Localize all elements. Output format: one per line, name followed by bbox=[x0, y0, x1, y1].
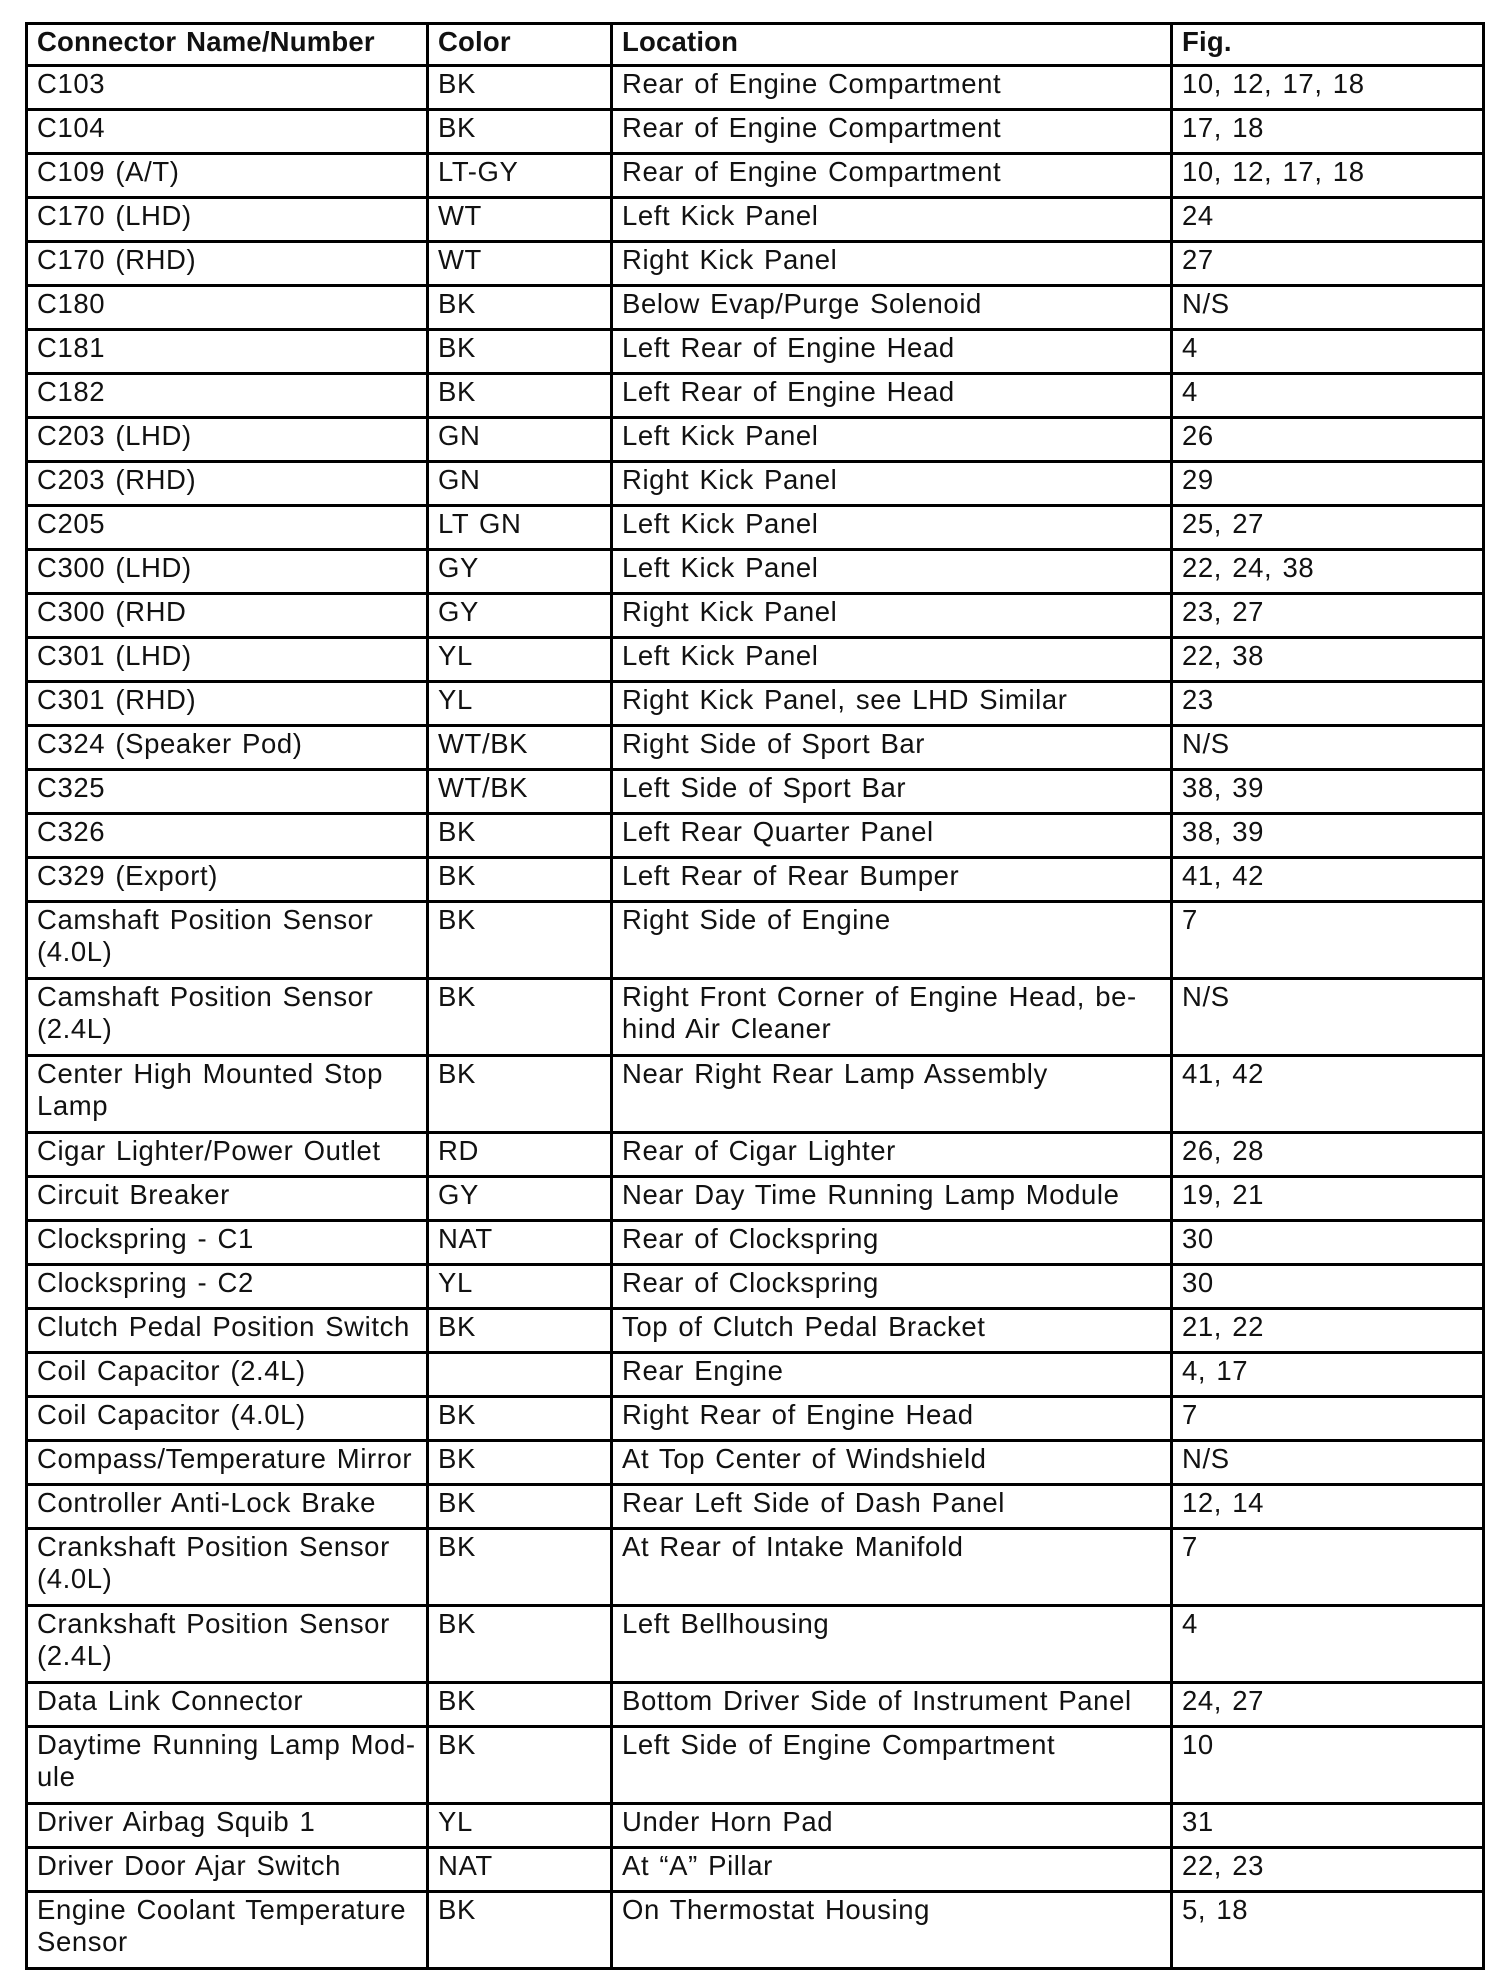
fig-cell: 26, 28 bbox=[1172, 1133, 1484, 1177]
location-cell: Left Rear of Engine Head bbox=[612, 330, 1172, 374]
location-cell: Top of Clutch Pedal Bracket bbox=[612, 1309, 1172, 1353]
fig-cell: N/S bbox=[1172, 979, 1484, 1056]
header-location: Location bbox=[612, 24, 1172, 66]
fig-cell: 29 bbox=[1172, 462, 1484, 506]
color-cell: BK bbox=[428, 110, 612, 154]
connector-name-cell: C203 (RHD) bbox=[27, 462, 428, 506]
color-cell: BK bbox=[428, 66, 612, 110]
fig-cell: N/S bbox=[1172, 286, 1484, 330]
fig-cell: 41, 42 bbox=[1172, 1056, 1484, 1133]
fig-cell: 27 bbox=[1172, 242, 1484, 286]
fig-cell: 12, 14 bbox=[1172, 1485, 1484, 1529]
table-row bbox=[27, 1265, 1484, 1309]
location-cell: Left Rear of Rear Bumper bbox=[612, 858, 1172, 902]
table-row bbox=[27, 858, 1484, 902]
location-cell: Rear of Engine Compartment bbox=[612, 66, 1172, 110]
color-cell: GY bbox=[428, 550, 612, 594]
fig-cell: 19, 21 bbox=[1172, 1177, 1484, 1221]
color-cell: YL bbox=[428, 1804, 612, 1848]
table-row bbox=[27, 110, 1484, 154]
table-row bbox=[27, 770, 1484, 814]
color-cell: BK bbox=[428, 979, 612, 1056]
connector-name-cell: Coil Capacitor (4.0L) bbox=[27, 1397, 428, 1441]
location-cell: Right Kick Panel bbox=[612, 462, 1172, 506]
color-cell: LT GN bbox=[428, 506, 612, 550]
color-cell: NAT bbox=[428, 1221, 612, 1265]
connector-name-cell: Clockspring - C1 bbox=[27, 1221, 428, 1265]
connector-name-cell: Camshaft Position Sensor (4.0L) bbox=[27, 902, 428, 979]
table-row bbox=[27, 902, 1484, 979]
color-cell: WT/BK bbox=[428, 770, 612, 814]
fig-cell: 22, 38 bbox=[1172, 638, 1484, 682]
fig-cell: 17, 18 bbox=[1172, 110, 1484, 154]
table-row bbox=[27, 1177, 1484, 1221]
color-cell: BK bbox=[428, 1529, 612, 1606]
location-cell: Right Side of Sport Bar bbox=[612, 726, 1172, 770]
location-cell: Left Side of Sport Bar bbox=[612, 770, 1172, 814]
fig-cell: 23, 27 bbox=[1172, 594, 1484, 638]
table-row bbox=[27, 330, 1484, 374]
connector-name-cell: Engine Coolant Temperature Sensor bbox=[27, 1892, 428, 1969]
color-cell: BK bbox=[428, 1309, 612, 1353]
color-cell: GY bbox=[428, 594, 612, 638]
connector-name-cell: C104 bbox=[27, 110, 428, 154]
color-cell: BK bbox=[428, 374, 612, 418]
location-cell: Right Side of Engine bbox=[612, 902, 1172, 979]
connector-name-cell: C325 bbox=[27, 770, 428, 814]
color-cell: GN bbox=[428, 418, 612, 462]
location-cell: Rear of Clockspring bbox=[612, 1265, 1172, 1309]
fig-cell: 24, 27 bbox=[1172, 1683, 1484, 1727]
color-cell: BK bbox=[428, 1056, 612, 1133]
color-cell: BK bbox=[428, 1727, 612, 1804]
fig-cell: 4 bbox=[1172, 330, 1484, 374]
location-cell: Right Kick Panel, see LHD Similar bbox=[612, 682, 1172, 726]
table-row bbox=[27, 462, 1484, 506]
color-cell: WT/BK bbox=[428, 726, 612, 770]
location-cell: On Thermostat Housing bbox=[612, 1892, 1172, 1969]
fig-cell: 21, 22 bbox=[1172, 1309, 1484, 1353]
connector-table bbox=[25, 22, 1485, 1970]
connector-name-cell: Camshaft Position Sensor (2.4L) bbox=[27, 979, 428, 1056]
connector-name-cell: Crankshaft Position Sensor (4.0L) bbox=[27, 1529, 428, 1606]
connector-name-cell: C170 (LHD) bbox=[27, 198, 428, 242]
table-row bbox=[27, 1727, 1484, 1804]
color-cell: BK bbox=[428, 1485, 612, 1529]
location-cell: Rear of Engine Compartment bbox=[612, 110, 1172, 154]
fig-cell: 38, 39 bbox=[1172, 770, 1484, 814]
connector-name-cell: C203 (LHD) bbox=[27, 418, 428, 462]
location-cell: Left Rear of Engine Head bbox=[612, 374, 1172, 418]
header-row bbox=[27, 24, 1484, 66]
table-row bbox=[27, 550, 1484, 594]
connector-name-cell: C326 bbox=[27, 814, 428, 858]
color-cell: BK bbox=[428, 330, 612, 374]
color-cell: WT bbox=[428, 242, 612, 286]
color-cell: BK bbox=[428, 858, 612, 902]
fig-cell: 7 bbox=[1172, 1397, 1484, 1441]
fig-cell: 22, 23 bbox=[1172, 1848, 1484, 1892]
table-row bbox=[27, 1133, 1484, 1177]
table-row bbox=[27, 814, 1484, 858]
table-row bbox=[27, 1056, 1484, 1133]
table-row bbox=[27, 374, 1484, 418]
connector-name-cell: C205 bbox=[27, 506, 428, 550]
table-row bbox=[27, 979, 1484, 1056]
location-cell: Near Day Time Running Lamp Module bbox=[612, 1177, 1172, 1221]
location-cell: Near Right Rear Lamp Assembly bbox=[612, 1056, 1172, 1133]
connector-name-cell: Crankshaft Position Sensor (2.4L) bbox=[27, 1606, 428, 1683]
table-row bbox=[27, 506, 1484, 550]
color-cell: YL bbox=[428, 682, 612, 726]
header-connector-name: Connector Name/Number bbox=[27, 24, 428, 66]
location-cell: Rear of Clockspring bbox=[612, 1221, 1172, 1265]
fig-cell: 31 bbox=[1172, 1804, 1484, 1848]
table-row bbox=[27, 154, 1484, 198]
connector-name-cell: C324 (Speaker Pod) bbox=[27, 726, 428, 770]
connector-name-cell: Data Link Connector bbox=[27, 1683, 428, 1727]
table-row bbox=[27, 682, 1484, 726]
color-cell bbox=[428, 1353, 612, 1397]
location-cell: Right Rear of Engine Head bbox=[612, 1397, 1172, 1441]
fig-cell: 41, 42 bbox=[1172, 858, 1484, 902]
location-cell: At “A” Pillar bbox=[612, 1848, 1172, 1892]
location-cell: Left Kick Panel bbox=[612, 418, 1172, 462]
table-row bbox=[27, 1309, 1484, 1353]
connector-name-cell: Driver Airbag Squib 1 bbox=[27, 1804, 428, 1848]
fig-cell: 10, 12, 17, 18 bbox=[1172, 66, 1484, 110]
connector-name-cell: Clockspring - C2 bbox=[27, 1265, 428, 1309]
table-row bbox=[27, 1892, 1484, 1969]
connector-name-cell: C300 (RHD bbox=[27, 594, 428, 638]
connector-name-cell: C181 bbox=[27, 330, 428, 374]
fig-cell: 4 bbox=[1172, 374, 1484, 418]
location-cell: Left Side of Engine Compartment bbox=[612, 1727, 1172, 1804]
color-cell: RD bbox=[428, 1133, 612, 1177]
color-cell: BK bbox=[428, 1892, 612, 1969]
table-row bbox=[27, 726, 1484, 770]
fig-cell: 7 bbox=[1172, 1529, 1484, 1606]
location-cell: Rear Engine bbox=[612, 1353, 1172, 1397]
fig-cell: 25, 27 bbox=[1172, 506, 1484, 550]
fig-cell: 10, 12, 17, 18 bbox=[1172, 154, 1484, 198]
color-cell: BK bbox=[428, 814, 612, 858]
connector-name-cell: Driver Door Ajar Switch bbox=[27, 1848, 428, 1892]
color-cell: BK bbox=[428, 1606, 612, 1683]
connector-name-cell: C329 (Export) bbox=[27, 858, 428, 902]
location-cell: Left Kick Panel bbox=[612, 638, 1172, 682]
table-row bbox=[27, 418, 1484, 462]
table-row bbox=[27, 198, 1484, 242]
connector-name-cell: C301 (LHD) bbox=[27, 638, 428, 682]
table-row bbox=[27, 1683, 1484, 1727]
location-cell: Rear of Cigar Lighter bbox=[612, 1133, 1172, 1177]
location-cell: Below Evap/Purge Solenoid bbox=[612, 286, 1172, 330]
connector-name-cell: Cigar Lighter/Power Outlet bbox=[27, 1133, 428, 1177]
table-row bbox=[27, 1606, 1484, 1683]
location-cell: Right Kick Panel bbox=[612, 594, 1172, 638]
color-cell: BK bbox=[428, 1441, 612, 1485]
connector-name-cell: C170 (RHD) bbox=[27, 242, 428, 286]
table-row bbox=[27, 1804, 1484, 1848]
connector-name-cell: Daytime Running Lamp Mod-ule bbox=[27, 1727, 428, 1804]
table-row bbox=[27, 1848, 1484, 1892]
fig-cell: 30 bbox=[1172, 1265, 1484, 1309]
fig-cell: 38, 39 bbox=[1172, 814, 1484, 858]
connector-name-cell: Center High Mounted Stop Lamp bbox=[27, 1056, 428, 1133]
color-cell: GY bbox=[428, 1177, 612, 1221]
connector-name-cell: C109 (A/T) bbox=[27, 154, 428, 198]
connector-name-cell: C180 bbox=[27, 286, 428, 330]
color-cell: NAT bbox=[428, 1848, 612, 1892]
connector-name-cell: Compass/Temperature Mirror bbox=[27, 1441, 428, 1485]
location-cell: At Rear of Intake Manifold bbox=[612, 1529, 1172, 1606]
location-cell: Left Rear Quarter Panel bbox=[612, 814, 1172, 858]
fig-cell: 23 bbox=[1172, 682, 1484, 726]
connector-name-cell: C103 bbox=[27, 66, 428, 110]
color-cell: WT bbox=[428, 198, 612, 242]
header-color: Color bbox=[428, 24, 612, 66]
header-fig: Fig. bbox=[1172, 24, 1484, 66]
color-cell: BK bbox=[428, 286, 612, 330]
connector-name-cell: C300 (LHD) bbox=[27, 550, 428, 594]
connector-name-cell: Circuit Breaker bbox=[27, 1177, 428, 1221]
table-row bbox=[27, 242, 1484, 286]
color-cell: LT-GY bbox=[428, 154, 612, 198]
connector-name-cell: C301 (RHD) bbox=[27, 682, 428, 726]
table-row bbox=[27, 1353, 1484, 1397]
fig-cell: 7 bbox=[1172, 902, 1484, 979]
location-cell: Rear of Engine Compartment bbox=[612, 154, 1172, 198]
connector-name-cell: C182 bbox=[27, 374, 428, 418]
fig-cell: N/S bbox=[1172, 1441, 1484, 1485]
table-row bbox=[27, 638, 1484, 682]
connector-name-cell: Clutch Pedal Position Switch bbox=[27, 1309, 428, 1353]
location-cell: Left Kick Panel bbox=[612, 550, 1172, 594]
fig-cell: 26 bbox=[1172, 418, 1484, 462]
location-cell: Right Kick Panel bbox=[612, 242, 1172, 286]
color-cell: YL bbox=[428, 1265, 612, 1309]
location-cell: At Top Center of Windshield bbox=[612, 1441, 1172, 1485]
color-cell: GN bbox=[428, 462, 612, 506]
table-row bbox=[27, 1221, 1484, 1265]
location-cell: Rear Left Side of Dash Panel bbox=[612, 1485, 1172, 1529]
color-cell: BK bbox=[428, 1397, 612, 1441]
connector-table-container bbox=[25, 22, 1482, 1970]
fig-cell: 30 bbox=[1172, 1221, 1484, 1265]
table-row bbox=[27, 1441, 1484, 1485]
location-cell: Under Horn Pad bbox=[612, 1804, 1172, 1848]
table-row bbox=[27, 286, 1484, 330]
table-row bbox=[27, 66, 1484, 110]
connector-name-cell: Coil Capacitor (2.4L) bbox=[27, 1353, 428, 1397]
color-cell: BK bbox=[428, 902, 612, 979]
fig-cell: N/S bbox=[1172, 726, 1484, 770]
location-cell: Left Bellhousing bbox=[612, 1606, 1172, 1683]
fig-cell: 5, 18 bbox=[1172, 1892, 1484, 1969]
table-row bbox=[27, 1485, 1484, 1529]
fig-cell: 24 bbox=[1172, 198, 1484, 242]
fig-cell: 4 bbox=[1172, 1606, 1484, 1683]
location-cell: Left Kick Panel bbox=[612, 198, 1172, 242]
fig-cell: 22, 24, 38 bbox=[1172, 550, 1484, 594]
color-cell: YL bbox=[428, 638, 612, 682]
location-cell: Left Kick Panel bbox=[612, 506, 1172, 550]
table-row bbox=[27, 594, 1484, 638]
connector-name-cell: Controller Anti-Lock Brake bbox=[27, 1485, 428, 1529]
table-row bbox=[27, 1529, 1484, 1606]
fig-cell: 10 bbox=[1172, 1727, 1484, 1804]
location-cell: Bottom Driver Side of Instrument Panel bbox=[612, 1683, 1172, 1727]
fig-cell: 4, 17 bbox=[1172, 1353, 1484, 1397]
table-row bbox=[27, 1397, 1484, 1441]
location-cell: Right Front Corner of Engine Head, be-hind Air Cleaner bbox=[612, 979, 1172, 1056]
color-cell: BK bbox=[428, 1683, 612, 1727]
